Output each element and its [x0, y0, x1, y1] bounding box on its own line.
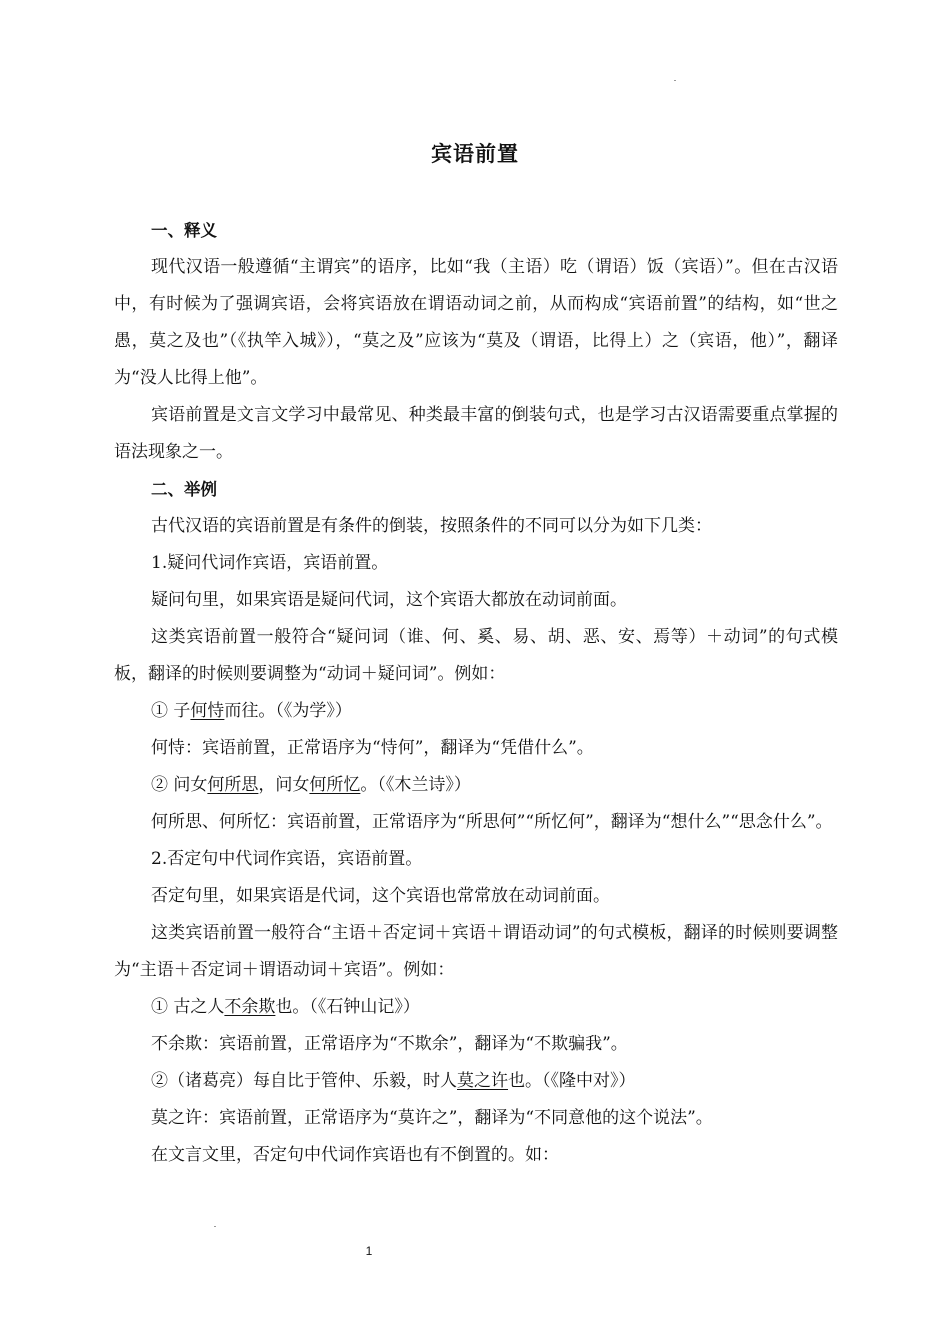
- example-note: 何所思、何所忆：宾语前置，正常语序为“所思何”“所忆何”，翻译为“想什么”“思念什么”。: [151, 812, 833, 832]
- paragraph: 宾语前置是文言文学习中最常见、种类最丰富的倒装句式，也是学习古汉语需要重点掌握的语法现象之一。: [114, 405, 838, 462]
- category-title: 1.疑问代词作宾语，宾语前置。: [151, 553, 389, 573]
- example-sentence: ② 问女何所思，问女何所忆。（《木兰诗》）: [151, 775, 471, 795]
- example-sentence: ① 古之人不余欺也。（《石钟山记》）: [151, 997, 420, 1017]
- example-sentence: ②（诸葛亮）每自比于管仲、乐毅，时人莫之许也。（《隆中对》）: [151, 1071, 636, 1091]
- underlined-phrase: 莫之许: [457, 1071, 508, 1091]
- category-title: 2.否定句中代词作宾语，宾语前置。: [151, 849, 423, 869]
- underlined-phrase: 不余欺: [224, 997, 276, 1017]
- underlined-phrase: 何恃: [190, 701, 225, 721]
- section-heading-definition: 一、释义: [151, 221, 217, 240]
- paragraph: 否定句里，如果宾语是代词，这个宾语也常常放在动词前面。: [151, 886, 610, 906]
- document-body: [114, 212, 838, 1174]
- page-mark: [214, 1226, 216, 1227]
- underlined-phrase: 何所忆: [309, 775, 361, 795]
- example-sentence: ① 子何恃而往。（《为学》）: [151, 701, 352, 721]
- page-mark: [674, 80, 676, 81]
- underlined-phrase: 何所思: [207, 775, 259, 795]
- section-heading-examples: 二、举例: [151, 480, 217, 499]
- paragraph: 在文言文里，否定句中代词作宾语也有不倒置的。如：: [151, 1145, 559, 1165]
- paragraph: 这类宾语前置一般符合“疑问词（谁、何、奚、易、胡、恶、安、焉等）＋动词”的句式模板，翻译的时候则要调整为“动词＋疑问词”。例如：: [114, 627, 838, 684]
- paragraph: 这类宾语前置一般符合“主语＋否定词＋宾语＋谓语动词”的句式模板，翻译的时候则要调整为“主语＋否定词＋谓语动词＋宾语”。例如：: [114, 923, 838, 980]
- paragraph: 现代汉语一般遵循“主谓宾”的语序，比如“我（主语）吃（谓语）饭（宾语）”。但在古汉语中，有时候为了强调宾语，会将宾语放在谓语动词之前，从而构成“宾语前置”的结构，如“世之愚，莫之及也”（《执竿入城》），“莫之及”应该为“莫及（谓语，比得上）之（宾语，他）”，翻译为“没人比得上他”。: [114, 257, 838, 388]
- example-note: 莫之许：宾语前置，正常语序为“莫许之”，翻译为“不同意他的这个说法”。: [151, 1108, 713, 1128]
- page-title: 宾语前置: [431, 142, 519, 166]
- paragraph: 古代汉语的宾语前置是有条件的倒装，按照条件的不同可以分为如下几类：: [151, 516, 712, 536]
- page-number: 1: [365, 1244, 373, 1258]
- example-note: 何恃：宾语前置，正常语序为“恃何”，翻译为“凭借什么”。: [151, 738, 594, 758]
- example-note: 不余欺：宾语前置，正常语序为“不欺余”，翻译为“不欺骗我”。: [151, 1034, 628, 1054]
- paragraph: 疑问句里，如果宾语是疑问代词，这个宾语大都放在动词前面。: [151, 590, 627, 610]
